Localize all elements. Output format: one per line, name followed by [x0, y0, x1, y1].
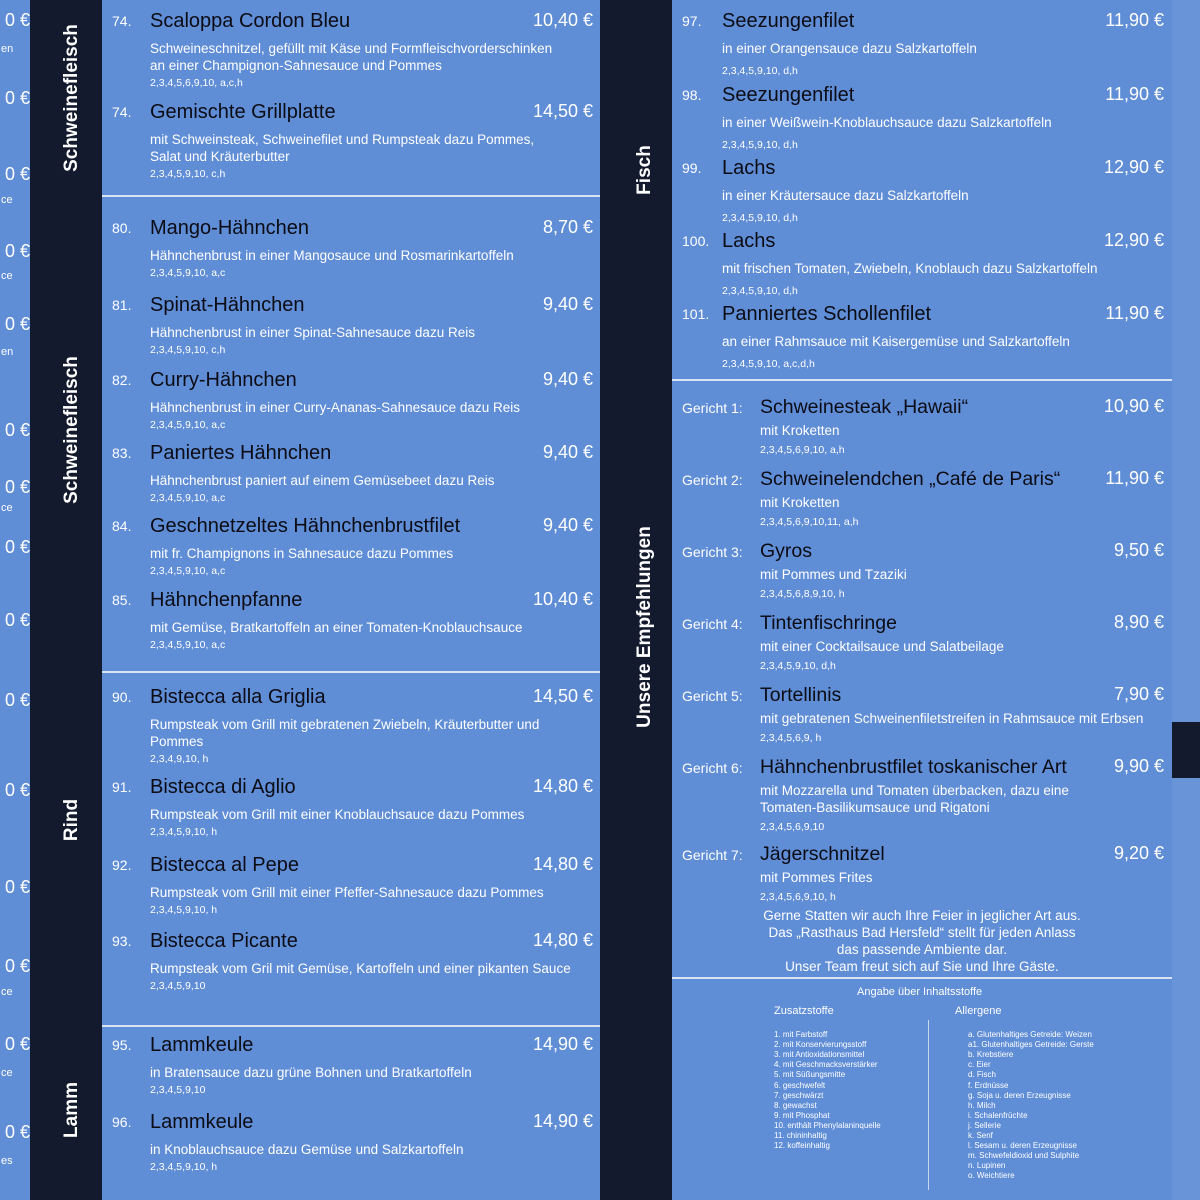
item-allergen-codes: 2,3,4,5,9,10 — [150, 1084, 206, 1096]
item-name: Spinat-Hähnchen — [150, 294, 305, 316]
item-name: Jägerschnitzel — [760, 843, 885, 865]
edge-text-fragment: ce — [1, 502, 13, 514]
menu-item[interactable] — [112, 589, 593, 609]
item-name: Schweinelendchen „Café de Paris“ — [760, 468, 1061, 490]
item-allergen-codes: 2,3,4,5,9,10, a,c — [150, 419, 226, 431]
item-description: Rumpsteak vom Grill mit einer Knoblauchsauce dazu Pommes — [150, 807, 525, 822]
item-allergen-codes: 2,3,4,5,9,10, d,h — [722, 212, 798, 224]
item-number: 80. — [112, 220, 132, 236]
item-name: Hähnchenbrustfilet toskanischer Art — [760, 756, 1067, 778]
menu-item[interactable] — [112, 217, 593, 237]
item-price: 8,90 € — [1113, 612, 1164, 632]
allergen-entry: i. Schalenfrüchte — [968, 1110, 1028, 1120]
item-price: 7,90 € — [1113, 684, 1164, 704]
item-allergen-codes: 2,3,4,5,9,10, c,h — [150, 168, 226, 180]
additive-entry: 10. enthält Phenylalaninquelle — [774, 1120, 881, 1130]
item-description: mit frischen Tomaten, Zwiebeln, Knoblauch dazu Salzkartoffeln — [722, 261, 1098, 276]
item-description: Hähnchenbrust in einer Spinat-Sahnesauce dazu Reis — [150, 325, 475, 340]
recommendation-label: Gericht 6: — [682, 760, 743, 776]
item-name: Hähnchenpfanne — [150, 589, 303, 611]
item-price: 9,40 € — [542, 294, 593, 314]
menu-item[interactable] — [682, 84, 1164, 104]
menu-item[interactable] — [112, 101, 593, 121]
edge-price-fragment: 0 € — [4, 477, 30, 497]
edge-price-fragment: 0 € — [4, 314, 30, 334]
item-price: 12,90 € — [1103, 157, 1164, 177]
item-number: 100. — [682, 233, 710, 249]
edge-text-fragment: ce — [1, 986, 13, 998]
left-edge-band — [30, 0, 40, 1200]
item-name: Panniertes Schollenfilet — [722, 303, 932, 325]
category-label: Fisch — [634, 145, 655, 195]
item-description: mit Kroketten — [760, 423, 840, 438]
edge-text-fragment: en — [1, 346, 14, 358]
item-description: mit gebratenen Schweinenfiletstreifen in Rahmsauce mit Erbsen — [760, 711, 1144, 726]
item-description: Rumpsteak vom Gril mit Gemüse, Kartoffeln und einer pikanten Sauce — [150, 961, 571, 976]
item-name: Bistecca alla Griglia — [150, 686, 326, 708]
item-price: 14,50 € — [532, 101, 593, 121]
item-allergen-codes: 2,3,4,5,9,10, a,c — [150, 639, 226, 651]
recommendation-label: Gericht 5: — [682, 688, 743, 704]
item-description: Hähnchenbrust paniert auf einem Gemüsebeet dazu Reis — [150, 473, 495, 488]
edge-price-fragment: 0 € — [4, 241, 30, 261]
menu-item[interactable] — [682, 230, 1164, 250]
left-category-band — [40, 0, 102, 1200]
recommendation-item[interactable] — [682, 540, 1164, 560]
allergen-entry: h. Milch — [968, 1100, 996, 1110]
section-divider — [102, 195, 600, 197]
item-name: Lammkeule — [150, 1111, 254, 1133]
menu-item[interactable] — [112, 854, 593, 874]
item-price: 9,40 € — [542, 442, 593, 462]
item-price: 10,40 € — [532, 589, 593, 609]
item-description: mit Gemüse, Bratkartoffeln an einer Tomaten-Knoblauchsauce — [150, 620, 523, 635]
item-number: 96. — [112, 1114, 132, 1130]
item-price: 9,40 € — [542, 515, 593, 535]
allergen-entry: b. Krebstiere — [968, 1050, 1014, 1060]
menu-item[interactable] — [682, 157, 1164, 177]
allergen-entry: a1. Glutenhaltiges Getreide: Gerste — [968, 1040, 1094, 1050]
allergen-entry: c. Eier — [968, 1060, 991, 1070]
menu-item[interactable] — [112, 1034, 593, 1054]
item-description: Tomaten-Basilikumsauce und Rigatoni — [760, 800, 990, 815]
allergen-entry: j. Sellerie — [968, 1120, 1001, 1130]
item-allergen-codes: 2,3,4,5,9,10, h — [150, 904, 218, 916]
recommendation-item[interactable] — [682, 468, 1164, 488]
item-name: Geschnetzeltes Hähnchenbrustfilet — [150, 515, 461, 537]
right-menu-panel — [672, 0, 1172, 1200]
menu-item[interactable] — [112, 369, 593, 389]
recommendation-label: Gericht 2: — [682, 472, 743, 488]
item-description: Rumpsteak vom Grill mit einer Pfeffer-Sahnesauce dazu Pommes — [150, 885, 544, 900]
edge-price-fragment: 0 € — [4, 1034, 30, 1054]
item-description: mit Pommes und Tzaziki — [760, 567, 907, 582]
item-allergen-codes: 2,3,4,5,9,10, a,c — [150, 565, 226, 577]
item-number: 85. — [112, 592, 132, 608]
item-description: in einer Kräutersauce dazu Salzkartoffeln — [722, 188, 969, 203]
item-price: 11,90 € — [1105, 10, 1164, 30]
menu-item[interactable] — [112, 515, 593, 535]
edge-text-fragment: ce — [1, 194, 13, 206]
item-name: Tortellinis — [760, 684, 842, 706]
additives-title: Zusatzstoffe — [774, 1005, 834, 1017]
item-description: mit Schweinsteak, Schweinefilet und Rumpsteak dazu Pommes, — [150, 132, 535, 147]
edge-price-fragment: 0 € — [4, 877, 30, 897]
edge-price-fragment: 0 € — [4, 420, 30, 440]
item-number: 90. — [112, 689, 132, 705]
recommendation-label: Gericht 1: — [682, 400, 743, 416]
allergen-entry: n. Lupinen — [968, 1161, 1006, 1171]
item-allergen-codes: 2,3,4,5,9,10 — [150, 980, 206, 992]
additive-entry: 5. mit Süßungsmitte — [774, 1070, 846, 1080]
allergen-entry: m. Schwefeldioxid und Sulphite — [968, 1151, 1080, 1161]
item-description: an einer Rahmsauce mit Kaisergemüse und Salzkartoffeln — [722, 334, 1070, 349]
additive-entry: 1. mit Farbstoff — [774, 1030, 828, 1039]
item-price: 14,80 € — [532, 776, 593, 796]
item-name: Lachs — [722, 230, 776, 252]
menu-item[interactable] — [112, 1111, 593, 1131]
item-number: 82. — [112, 372, 132, 388]
item-description: mit Kroketten — [760, 495, 840, 510]
item-price: 11,90 € — [1105, 303, 1164, 323]
item-name: Schweinesteak „Hawaii“ — [760, 396, 969, 418]
allergens-title: Allergene — [955, 1005, 1002, 1017]
item-price: 14,50 € — [532, 686, 593, 706]
section-divider — [102, 1025, 600, 1027]
section-divider — [672, 379, 1172, 381]
item-number: 74. — [112, 104, 132, 120]
item-price: 14,90 € — [532, 1111, 593, 1131]
item-name: Paniertes Hähnchen — [150, 442, 332, 464]
recommendation-label: Gericht 3: — [682, 544, 743, 560]
item-allergen-codes: 2,3,4,5,6,8,9,10, h — [760, 588, 845, 600]
category-label: Schweinefleisch — [61, 356, 82, 504]
item-price: 9,90 € — [1113, 756, 1164, 776]
category-label: Schweinefleisch — [61, 24, 82, 172]
edge-price-fragment: 0 € — [4, 780, 30, 800]
item-allergen-codes: 2,3,4,5,9,10, h — [150, 1161, 218, 1173]
additive-entry: 3. mit Antioxidationsmittel — [774, 1050, 865, 1060]
item-price: 10,90 € — [1103, 396, 1164, 416]
item-allergen-codes: 2,3,4,5,6,9,10,11, a,h — [760, 516, 859, 528]
item-name: Seezungenfilet — [722, 10, 855, 32]
category-label: Unsere Empfehlungen — [634, 526, 655, 728]
section-divider — [672, 977, 1172, 979]
item-number: 83. — [112, 445, 132, 461]
item-price: 11,90 € — [1105, 84, 1164, 104]
item-number: 101. — [682, 306, 710, 322]
item-description: in einer Orangensauce dazu Salzkartoffeln — [722, 41, 977, 56]
item-allergen-codes: 2,3,4,5,9,10, c,h — [150, 344, 226, 356]
item-allergen-codes: 2,3,4,5,9,10, a,c,d,h — [722, 358, 815, 370]
item-description: mit einer Cocktailsauce und Salatbeilage — [760, 639, 1004, 654]
item-name: Lachs — [722, 157, 776, 179]
notice-text: das passende Ambiente dar. — [836, 942, 1008, 957]
item-description: an einer Champignon-Sahnesauce und Pommes — [150, 58, 442, 73]
item-number: 92. — [112, 857, 132, 873]
allergen-entry: l. Sesam u. deren Erzeugnisse — [968, 1141, 1077, 1151]
menu-item[interactable] — [112, 930, 593, 950]
item-allergen-codes: 2,3,4,5,9,10, h — [150, 826, 218, 838]
item-name: Seezungenfilet — [722, 84, 855, 106]
additive-entry: 6. geschwefelt — [774, 1080, 826, 1090]
item-number: 95. — [112, 1037, 132, 1053]
menu-item[interactable] — [112, 776, 593, 796]
item-price: 10,40 € — [532, 10, 593, 30]
item-allergen-codes: 2,3,4,5,6,9,10, h — [760, 891, 836, 903]
menu-item[interactable] — [682, 303, 1164, 323]
item-name: Tintenfischringe — [760, 612, 897, 634]
item-description: Rumpsteak vom Grill mit gebratenen Zwiebeln, Kräuterbutter und — [150, 717, 540, 732]
item-name: Curry-Hähnchen — [150, 369, 297, 391]
recommendation-item[interactable] — [682, 684, 1164, 704]
item-allergen-codes: 2,3,4,5,9,10, d,h — [760, 660, 836, 672]
item-description: mit Pommes Frites — [760, 870, 873, 885]
item-name: Bistecca Picante — [150, 930, 298, 952]
menu-item[interactable] — [112, 10, 593, 30]
right-edge-tab — [1172, 722, 1200, 778]
item-allergen-codes: 2,3,4,5,9,10, d,h — [722, 285, 798, 297]
allergen-entry: k. Senf — [968, 1131, 993, 1140]
edge-price-fragment: 0 € — [4, 164, 30, 184]
category-label: Rind — [61, 798, 82, 842]
allergen-entry: o. Weichtiere — [968, 1171, 1015, 1181]
item-allergen-codes: 2,3,4,5,6,9, h — [760, 732, 822, 744]
item-price: 14,80 € — [532, 930, 593, 950]
item-description: mit Mozzarella und Tomaten überbacken, dazu eine — [760, 783, 1069, 798]
edge-price-fragment: 0 € — [4, 1122, 30, 1142]
menu-item[interactable] — [682, 10, 1164, 30]
recommendation-item[interactable] — [682, 396, 1164, 416]
item-price: 14,90 € — [532, 1034, 593, 1054]
legend-title: Angabe über Inhaltsstoffe — [857, 986, 983, 998]
recommendation-item[interactable] — [682, 756, 1164, 776]
menu-item[interactable] — [112, 686, 593, 706]
additive-entry: 9. mit Phosphat — [774, 1110, 830, 1120]
item-number: 93. — [112, 933, 132, 949]
section-divider — [102, 671, 600, 673]
right-edge-fold — [1172, 0, 1200, 1200]
item-name: Gyros — [760, 540, 813, 562]
recommendation-label: Gericht 4: — [682, 616, 743, 632]
item-allergen-codes: 2,3,4,5,9,10, a,c — [150, 267, 226, 279]
item-price: 12,90 € — [1103, 230, 1164, 250]
allergen-entry: d. Fisch — [968, 1070, 997, 1080]
item-allergen-codes: 2,3,4,9,10, h — [150, 753, 209, 765]
edge-price-fragment: 0 € — [4, 610, 30, 630]
item-number: 97. — [682, 13, 702, 29]
edge-price-fragment: 0 € — [4, 690, 30, 710]
item-description: in einer Weißwein-Knoblauchsauce dazu Salzkartoffeln — [722, 115, 1052, 130]
item-description: Schweineschnitzel, gefüllt mit Käse und Formfleischvorderschinken — [150, 41, 553, 56]
menu-item[interactable] — [112, 294, 593, 314]
additive-entry: 7. geschwärzt — [774, 1090, 824, 1100]
additive-entry: 2. mit Konservierungsstoff — [774, 1040, 867, 1050]
additive-entry: 12. koffeinhaltig — [774, 1141, 830, 1151]
edge-text-fragment: ce — [1, 270, 13, 282]
edge-text-fragment: ce — [1, 1067, 13, 1079]
item-description: Salat und Kräuterbutter — [150, 149, 290, 164]
item-allergen-codes: 2,3,4,5,6,9,10, a,c,h — [150, 77, 243, 89]
item-description: Hähnchenbrust in einer Curry-Ananas-Sahnesauce dazu Reis — [150, 400, 520, 415]
edge-price-fragment: 0 € — [4, 956, 30, 976]
item-description: mit fr. Champignons in Sahnesauce dazu Pommes — [150, 546, 454, 561]
item-price: 14,80 € — [532, 854, 593, 874]
edge-price-fragment: 0 € — [4, 88, 30, 108]
edge-text-fragment: en — [1, 43, 14, 55]
item-description: Hähnchenbrust in einer Mangosauce und Rosmarinkartoffeln — [150, 248, 514, 263]
edge-price-fragment: 0 € — [4, 537, 30, 557]
item-price: 9,50 € — [1113, 540, 1164, 560]
category-label: Lamm — [61, 1082, 82, 1138]
item-number: 98. — [682, 87, 702, 103]
item-allergen-codes: 2,3,4,5,9,10, a,c — [150, 492, 226, 504]
item-name: Bistecca di Aglio — [150, 776, 296, 798]
allergen-entry: a. Glutenhaltiges Getreide: Weizen — [968, 1030, 1092, 1039]
item-name: Mango-Hähnchen — [150, 217, 309, 239]
item-name: Bistecca al Pepe — [150, 854, 299, 876]
item-price: 11,90 € — [1105, 468, 1164, 488]
recommendation-label: Gericht 7: — [682, 847, 743, 863]
notice-text: Gerne Statten wir auch Ihre Feier in jeglicher Art aus. — [763, 908, 1081, 923]
item-number: 81. — [112, 297, 132, 313]
item-description: Pommes — [150, 734, 204, 749]
recommendation-item[interactable] — [682, 843, 1164, 863]
item-allergen-codes: 2,3,4,5,6,9,10, a,h — [760, 444, 845, 456]
item-description: in Knoblauchsauce dazu Gemüse und Salzkartoffeln — [150, 1142, 464, 1157]
allergen-entry: f. Erdnüsse — [968, 1080, 1009, 1090]
item-name: Lammkeule — [150, 1034, 254, 1056]
recommendation-item[interactable] — [682, 612, 1164, 632]
edge-price-fragment: 0 € — [4, 10, 30, 30]
legend-divider — [928, 1020, 929, 1190]
item-name: Gemischte Grillplatte — [150, 101, 336, 123]
item-price: 9,20 € — [1113, 843, 1164, 863]
item-number: 99. — [682, 160, 702, 176]
item-allergen-codes: 2,3,4,5,9,10, d,h — [722, 65, 798, 77]
allergen-entry: g. Soja u. deren Erzeugnisse — [968, 1090, 1071, 1100]
item-price: 8,70 € — [542, 217, 593, 237]
item-allergen-codes: 2,3,4,5,9,10, d,h — [722, 139, 798, 151]
item-name: Scaloppa Cordon Bleu — [150, 10, 351, 32]
item-price: 9,40 € — [542, 369, 593, 389]
additive-entry: 11. chininhaltig — [774, 1131, 827, 1140]
notice-text: Unser Team freut sich auf Sie und Ihre Gäste. — [785, 959, 1059, 974]
item-number: 84. — [112, 518, 132, 534]
menu-item[interactable] — [112, 442, 593, 462]
item-number: 91. — [112, 779, 132, 795]
item-number: 74. — [112, 13, 132, 29]
additive-entry: 8. gewachst — [774, 1100, 817, 1110]
item-allergen-codes: 2,3,4,5,6,9,10 — [760, 821, 825, 833]
additive-entry: 4. mit Geschmacksverstärker — [774, 1060, 878, 1070]
item-description: in Bratensauce dazu grüne Bohnen und Bratkartoffeln — [150, 1065, 472, 1080]
edge-text-fragment: es — [1, 1155, 13, 1167]
notice-text: Das „Rasthaus Bad Hersfeld“ stellt für jeden Anlass — [768, 925, 1076, 940]
